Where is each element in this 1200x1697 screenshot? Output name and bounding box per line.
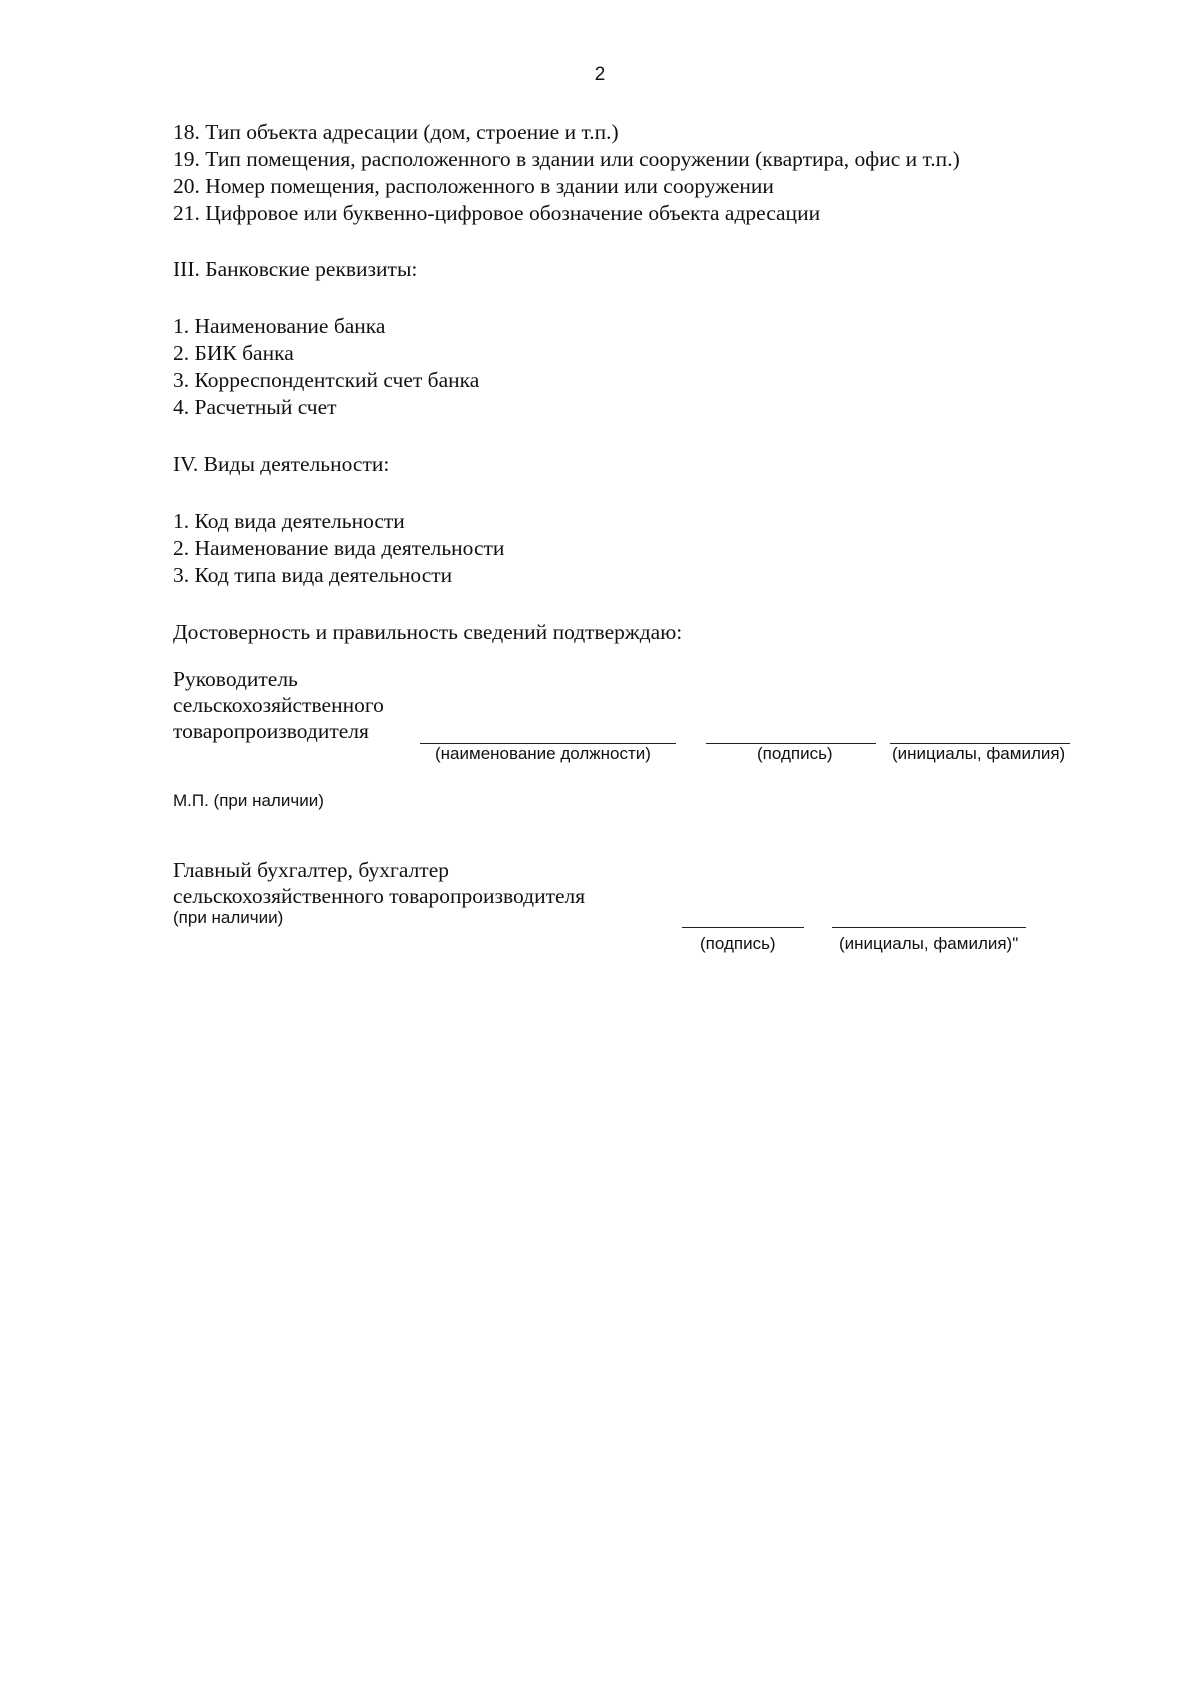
list-item: 2. Наименование вида деятельности [173,536,505,560]
list-item: 4. Расчетный счет [173,395,337,419]
name-signature-line [832,927,1026,928]
accountant-role-line: сельскохозяйственного товаропроизводителя [173,884,586,908]
list-item: 1. Код вида деятельности [173,509,405,533]
accountant-role-line: Главный бухгалтер, бухгалтер [173,858,449,882]
label-name: (инициалы, фамилия)" [839,934,1019,953]
accountant-role-note: (при наличии) [173,908,284,927]
section-title-bank: III. Банковские реквизиты: [173,257,418,281]
stamp-note: М.П. (при наличии) [173,791,324,810]
label-signature: (подпись) [700,934,776,953]
list-item: 2. БИК банка [173,341,294,365]
section-title-activity: IV. Виды деятельности: [173,452,390,476]
list-item: 18. Тип объекта адресации (дом, строение и т.п.) [173,120,619,144]
head-role-line: товаропроизводителя [173,719,369,743]
list-item: 3. Код типа вида деятельности [173,563,453,587]
list-item: 1. Наименование банка [173,314,386,338]
confirmation-text: Достоверность и правильность сведений подтверждаю: [173,620,683,644]
signature-line [682,927,804,928]
label-name: (инициалы, фамилия) [892,744,1066,763]
label-position: (наименование должности) [435,744,651,763]
label-signature: (подпись) [757,744,833,763]
list-item: 3. Корреспондентский счет банка [173,368,480,392]
page-number: 2 [594,64,606,85]
list-item: 19. Тип помещения, расположенного в здании или сооружении (квартира, офис и т.п.) [173,147,960,171]
list-item: 20. Номер помещения, расположенного в здании или сооружении [173,174,774,198]
head-role-line: сельскохозяйственного [173,693,384,717]
head-role-line: Руководитель [173,667,298,691]
list-item: 21. Цифровое или буквенно-цифровое обозначение объекта адресации [173,201,821,225]
